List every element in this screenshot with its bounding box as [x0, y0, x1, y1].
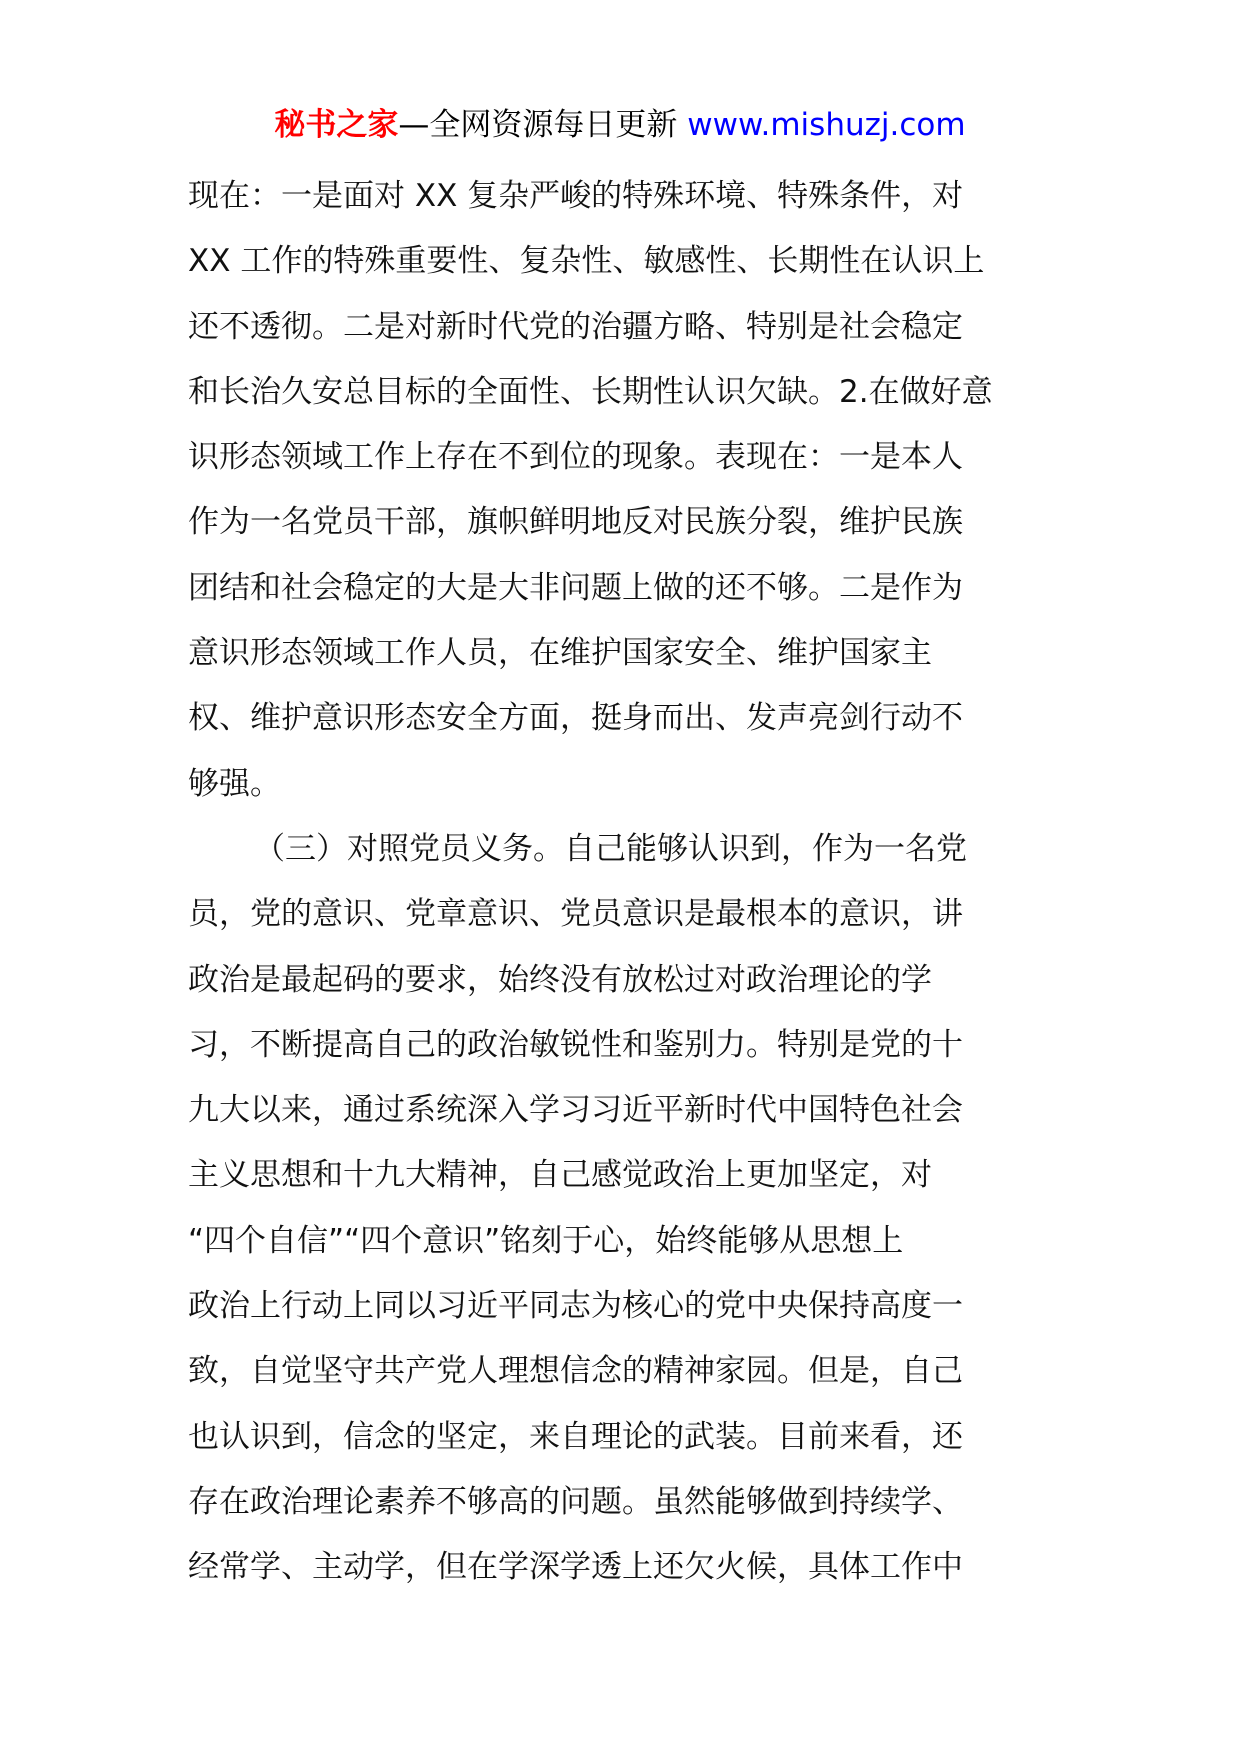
text-line: 习，不断提高自己的政治敏锐性和鉴别力。特别是党的十	[188, 1026, 963, 1063]
text-line: 作为一名党员干部，旗帜鲜明地反对民族分裂，维护民族	[188, 504, 963, 541]
brand-name: 秘书之家	[274, 107, 399, 143]
text-line: 员，党的意识、党章意识、党员意识是最根本的意识，讲	[188, 896, 963, 933]
website-link[interactable]: www.mishuzj.com	[687, 107, 966, 143]
text-line: 权、维护意识形态安全方面，挺身而出、发声亮剑行动不	[188, 700, 963, 737]
section-heading-line: （三）对照党员义务。自己能够认识到，作为一名党	[254, 830, 967, 867]
text-line: 意识形态领域工作人员，在维护国家安全、维护国家主	[188, 635, 932, 672]
text-line: 团结和社会稳定的大是大非问题上做的还不够。二是作为	[188, 569, 963, 606]
text-line: 存在政治理论素养不够高的问题。虽然能够做到持续学、	[188, 1483, 963, 1520]
text-line: “四个自信”“四个意识”铭刻于心，始终能够从思想上	[188, 1222, 904, 1259]
text-line: 识形态领域工作上存在不到位的现象。表现在：一是本人	[188, 439, 963, 476]
header-tagline: —全网资源每日更新	[398, 107, 678, 143]
text-line: 政治是最起码的要求，始终没有放松过对政治理论的学	[188, 961, 932, 998]
text-line: 现在：一是面对 XX 复杂严峻的特殊环境、特殊条件，对	[188, 178, 964, 214]
text-line: 致，自觉坚守共产党人理想信念的精神家园。但是，自己	[188, 1353, 963, 1390]
text-line: XX 工作的特殊重要性、复杂性、敏感性、长期性在认识上	[188, 243, 985, 280]
document-body	[188, 164, 1056, 1601]
text-line: 九大以来，通过系统深入学习习近平新时代中国特色社会	[188, 1092, 963, 1129]
text-line: 经常学、主动学，但在学深学透上还欠火候，具体工作中	[188, 1549, 963, 1586]
text-line: 和长治久安总目标的全面性、长期性认识欠缺。2.在做好意	[188, 373, 993, 410]
text-line: 主义思想和十九大精神，自己感觉政治上更加坚定，对	[188, 1157, 932, 1194]
text-line: 政治上行动上同以习近平同志为核心的党中央保持高度一	[188, 1288, 963, 1325]
text-line: 还不透彻。二是对新时代党的治疆方略、特别是社会稳定	[188, 308, 963, 345]
text-line: 也认识到，信念的坚定，来自理论的武装。目前来看，还	[188, 1418, 963, 1455]
page-header	[0, 103, 1240, 147]
text-line: 够强。	[188, 765, 281, 802]
